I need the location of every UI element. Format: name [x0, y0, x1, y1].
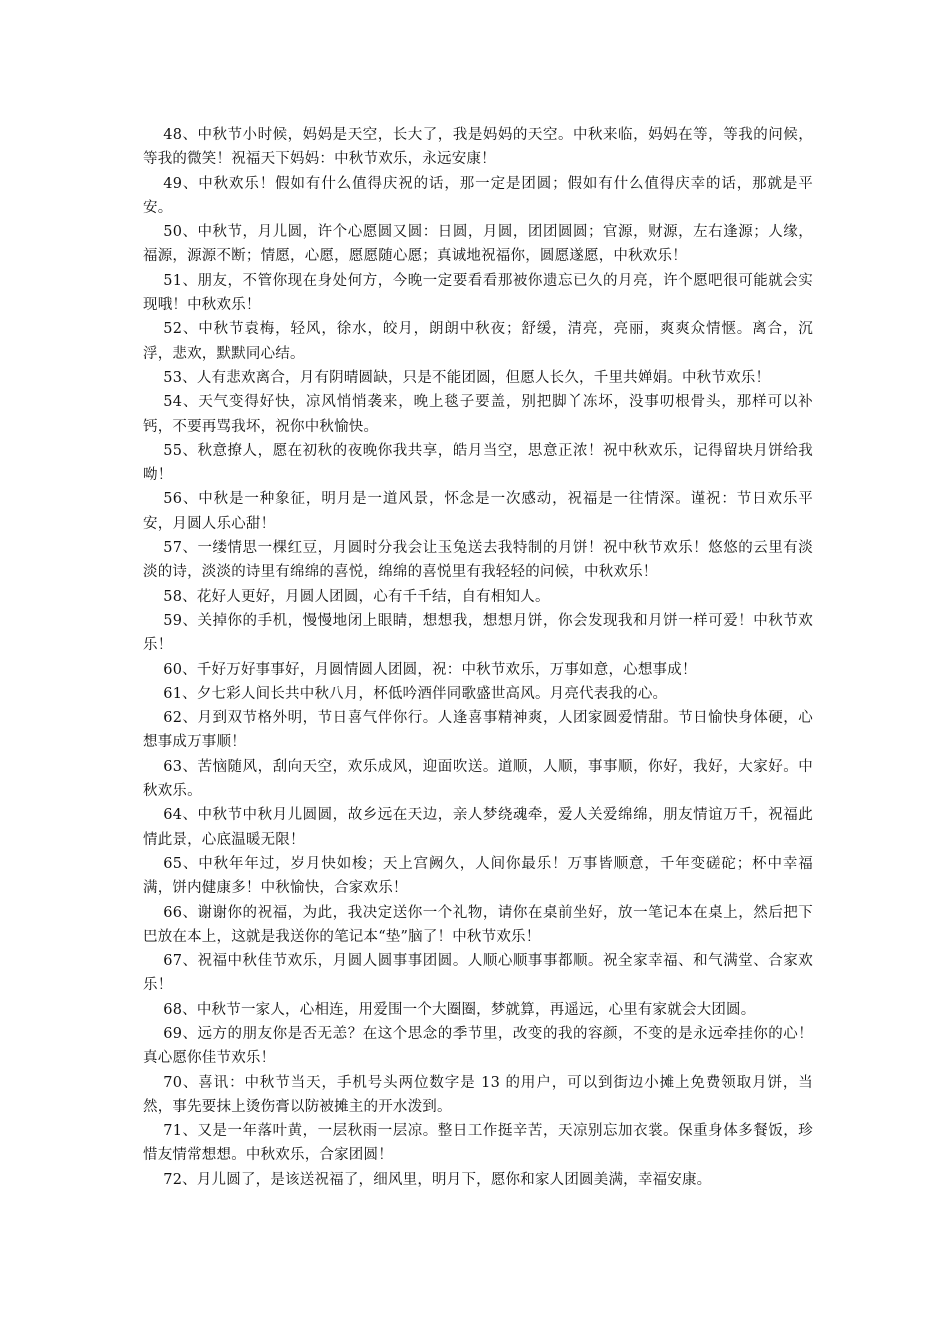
- list-item: 55、秋意撩人，愿在初秋的夜晚你我共享，皓月当空，思意正浓！祝中秋欢乐，记得留块月饼给我呦！: [143, 442, 813, 484]
- document-body: [143, 123, 813, 1192]
- list-item: 71、又是一年落叶黄，一层秋雨一层凉。整日工作挺辛苦，天凉别忘加衣裳。保重身体多餐饭，珍惜友情常想想。中秋欢乐，合家团圆！: [143, 1123, 813, 1164]
- list-item: 69、远方的朋友你是否无恙？在这个思念的季节里，改变的我的容颜，不变的是永远牵挂你的心！真心愿你佳节欢乐！: [143, 1025, 813, 1067]
- list-item: 70、喜讯：中秋节当天，手机号头两位数字是 13 的用户，可以到街边小摊上免费领取月饼，当然，事先要抹上烫伤膏以防被摊主的开水泼到。: [143, 1074, 813, 1115]
- list-item: 50、中秋节，月儿圆，许个心愿圆又圆：日圆，月圆，团团圆圆；官源，财源，左右逢源；人缘，福源，源源不断；情愿，心愿，愿愿随心愿；真诚地祝福你，圆愿遂愿，中秋欢乐！: [143, 224, 813, 265]
- list-item: 68、中秋节一家人，心相连，用爱围一个大圈圈，梦就算，再遥远，心里有家就会大团圆。: [163, 1001, 756, 1018]
- list-item: 61、夕七彩人间长共中秋八月，杯低吟酒伴同歌盛世高风。月亮代表我的心。: [163, 685, 668, 702]
- list-item: 54、天气变得好快，凉风悄悄袭来，晚上毯子要盖，别把脚丫冻坏，没事叨根骨头，那样可以补钙，不要再骂我坏，祝你中秋愉快。: [143, 394, 813, 435]
- list-item: 49、中秋欢乐！假如有什么值得庆祝的话，那一定是团圆；假如有什么值得庆幸的话，那就是平安。: [143, 175, 813, 216]
- list-item: 57、一缕情思一棵红豆，月圆时分我会让玉兔送去我特制的月饼！祝中秋节欢乐！悠悠的云里有淡淡的诗，淡淡的诗里有绵绵的喜悦，绵绵的喜悦里有我轻轻的问候，中秋欢乐！: [143, 540, 813, 581]
- list-item: 72、月儿圆了，是该送祝福了，细风里，明月下，愿你和家人团圆美满，幸福安康。: [163, 1171, 712, 1188]
- list-item: 56、中秋是一种象征，明月是一道风景，怀念是一次感动，祝福是一往情深。谨祝：节日欢乐平安，月圆人乐心甜！: [143, 491, 813, 532]
- list-item: 58、花好人更好，月圆人团圆，心有千千结，自有相知人。: [163, 588, 550, 605]
- list-item: 67、祝福中秋佳节欢乐，月圆人圆事事团圆。人顺心顺事事都顺。祝全家幸福、和气满堂、合家欢乐！: [143, 953, 813, 994]
- list-item: 52、中秋节袁梅，轻风，徐水，皎月，朗朗中秋夜；舒缓，清亮，亮丽，爽爽众情惬。离合，沉浮，悲欢，默默同心结。: [143, 321, 813, 362]
- list-item: 62、月到双节格外明，节日喜气伴你行。人逢喜事精神爽，人团家圆爱情甜。节日愉快身体硬，心想事成万事顺！: [143, 710, 813, 751]
- list-item: 53、人有悲欢离合，月有阴晴圆缺，只是不能团圆，但愿人长久，千里共婵娟。中秋节欢乐！: [163, 369, 771, 386]
- list-item: 51、朋友，不管你现在身处何方，今晚一定要看看那被你遗忘已久的月亮，许个愿吧很可能就会实现哦！中秋欢乐！: [143, 272, 813, 314]
- list-item: 48、中秋节小时候，妈妈是天空，长大了，我是妈妈的天空。中秋来临，妈妈在等，等我的问候，等我的微笑！祝福天下妈妈：中秋节欢乐，永远安康！: [143, 127, 813, 168]
- list-item: 66、谢谢你的祝福，为此，我决定送你一个礼物，请你在桌前坐好，放一笔记本在桌上，然后把下巴放在本上，这就是我送你的笔记本“垫”脑了！中秋节欢乐！: [143, 904, 813, 945]
- list-item: 64、中秋节中秋月儿圆圆，故乡远在天边，亲人梦绕魂牵，爱人关爱绵绵，朋友情谊万千，祝福此情此景，心底温暖无限！: [143, 807, 813, 848]
- list-item: 60、千好万好事事好，月圆情圆人团圆，祝：中秋节欢乐，万事如意，心想事成！: [163, 661, 697, 678]
- list-item: 63、苦恼随风，刮向天空，欢乐成风，迎面吹送。道顺，人顺，事事顺，你好，我好，大家好。中秋欢乐。: [143, 758, 813, 800]
- list-item: 59、关掉你的手机，慢慢地闭上眼睛，想想我，想想月饼，你会发现我和月饼一样可爱！中秋节欢乐！: [143, 612, 813, 654]
- list-item: 65、中秋年年过，岁月快如梭；天上宫阙久，人间你最乐！万事皆顺意，千年变磋砣；杯中幸福满，饼内健康多！中秋愉快，合家欢乐！: [143, 855, 813, 897]
